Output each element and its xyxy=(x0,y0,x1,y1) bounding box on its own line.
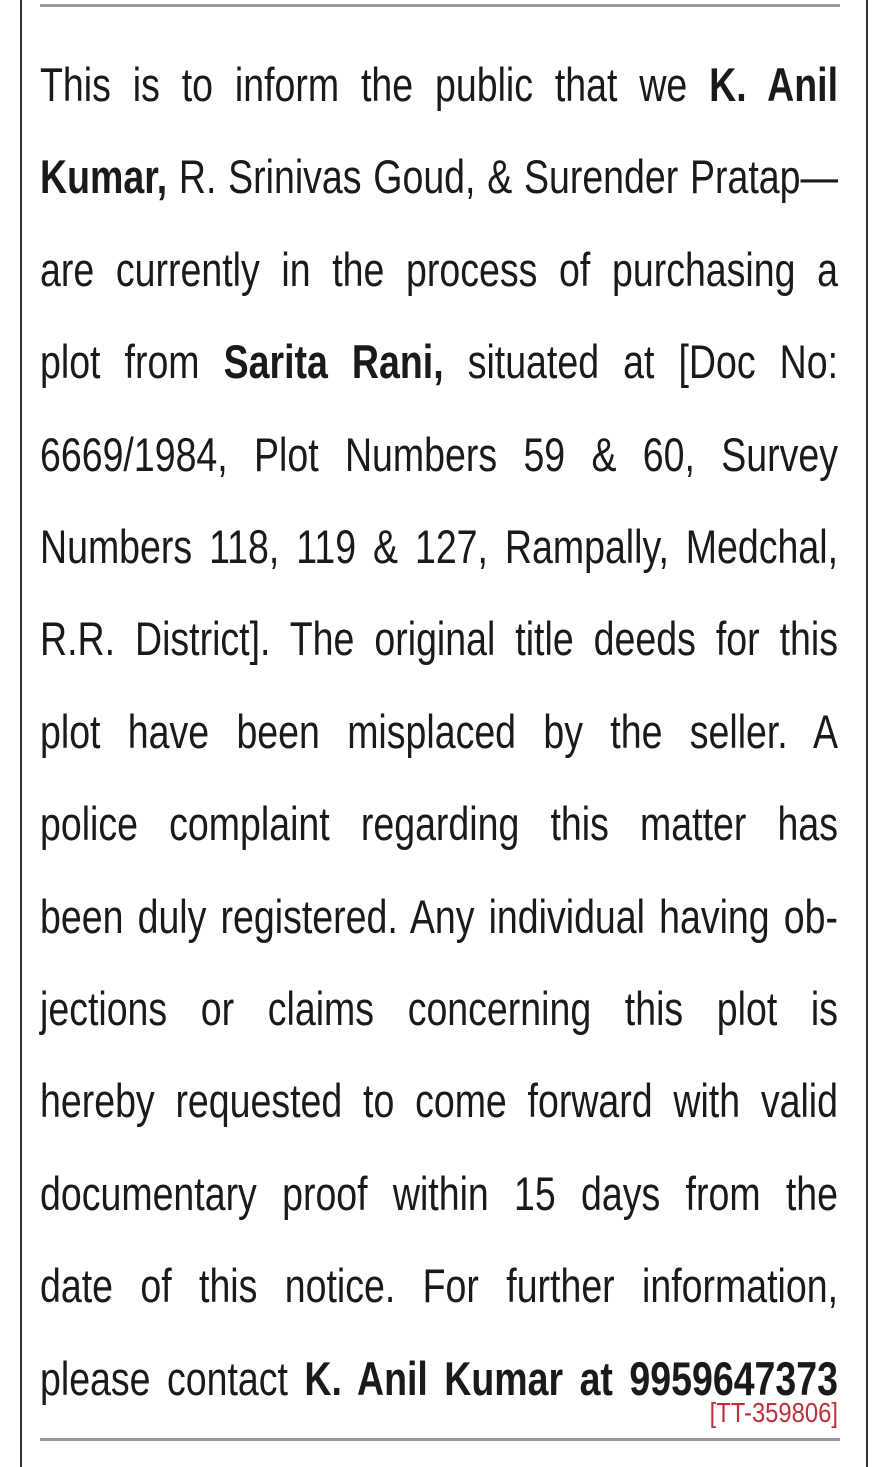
notice-line xyxy=(40,702,838,762)
text: Numbers 118, 119 & 127, Rampally, Medchal, xyxy=(40,520,838,573)
text: 6669/1984, Plot Numbers 59 & 60, Survey xyxy=(40,427,838,481)
bold-text: K. Anil Kumar at 9959647373 xyxy=(304,1351,838,1405)
bold-text: Kumar, xyxy=(40,150,168,204)
notice-line xyxy=(40,425,838,485)
notice-line xyxy=(40,517,838,577)
text: plot have been misplaced by the seller. A xyxy=(40,704,838,758)
text: date of this notice. For further information, xyxy=(40,1259,838,1313)
text: R. Srinivas Goud, & Surender Pratap— xyxy=(167,150,838,204)
text: please contact xyxy=(40,1351,305,1405)
text: been duly registered. Any individual having ob- xyxy=(40,889,838,943)
text: situated at [Doc No: xyxy=(443,335,839,389)
notice-line xyxy=(40,55,838,115)
notice-line xyxy=(40,240,838,300)
notice-line xyxy=(40,147,838,207)
left-border xyxy=(20,0,22,1467)
right-border xyxy=(866,0,868,1467)
bold-text: K. Anil xyxy=(709,58,838,111)
text: hereby requested to come forward with valid xyxy=(40,1074,838,1128)
text: police complaint regarding this matter has xyxy=(40,797,838,851)
bottom-rule xyxy=(40,1438,840,1441)
notice-line xyxy=(40,1071,838,1131)
reference-tag: [TT-359806] xyxy=(709,1397,838,1428)
notice-line xyxy=(40,609,838,669)
notice-line xyxy=(40,979,838,1039)
text: This is to inform the public that we xyxy=(40,58,710,111)
notice-line xyxy=(40,887,838,947)
text: documentary proof within 15 days from the xyxy=(40,1166,838,1220)
text: jections or claims concerning this plot is xyxy=(40,982,838,1035)
text: plot from xyxy=(40,335,224,389)
notice-line xyxy=(40,1164,838,1224)
notice-line xyxy=(40,332,838,392)
text: are currently in the process of purchasing a xyxy=(40,242,838,296)
top-rule xyxy=(40,4,840,7)
notice-line xyxy=(40,794,838,854)
notice-line xyxy=(40,1256,838,1316)
text: R.R. District]. The original title deeds for this xyxy=(40,612,838,666)
bold-text: Sarita Rani, xyxy=(223,335,444,389)
